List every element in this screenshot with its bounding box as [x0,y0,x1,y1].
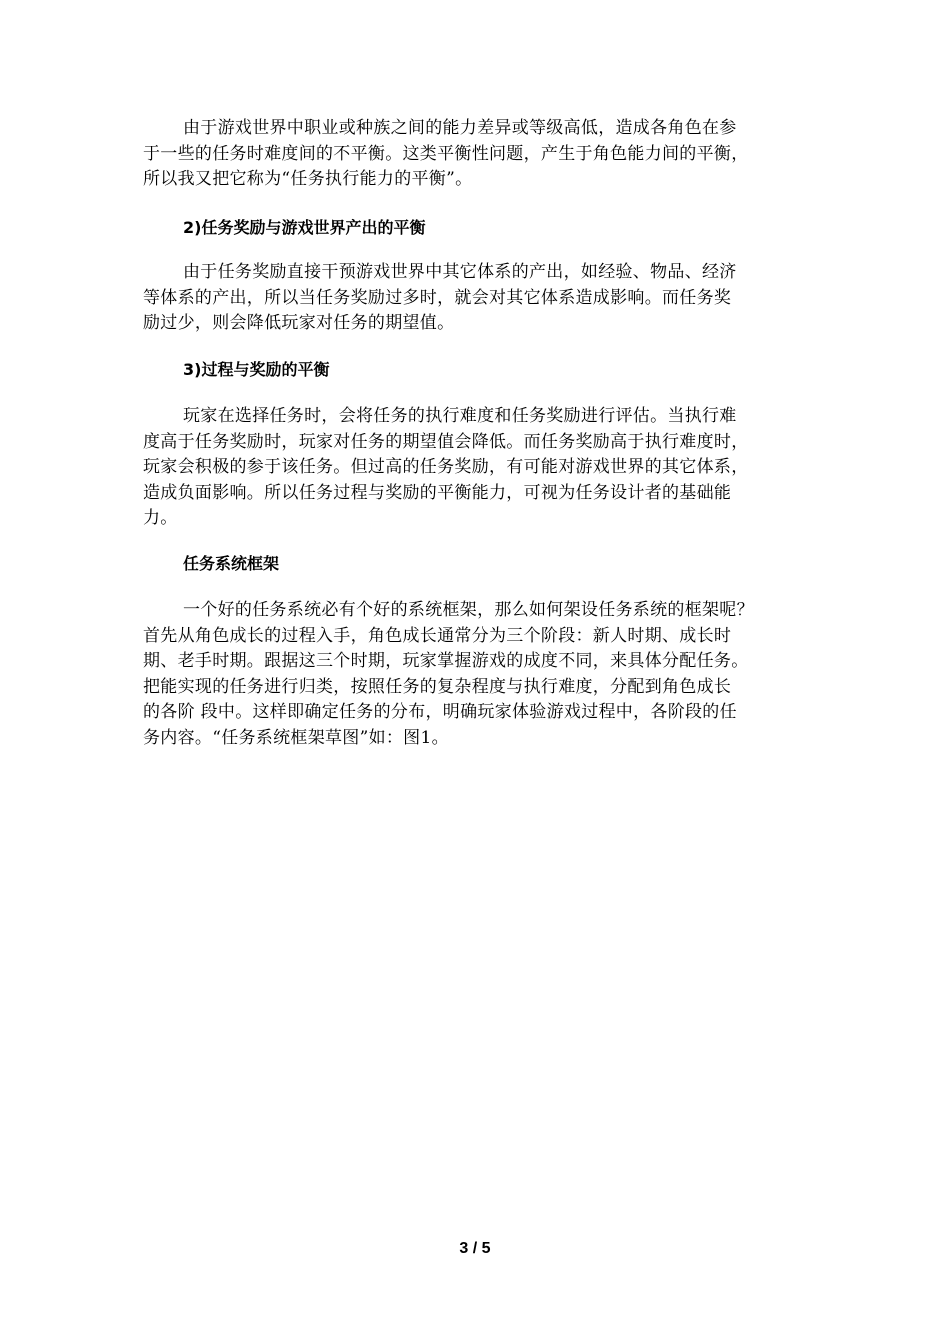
paragraph-line: 于一些的任务时难度间的不平衡。这类平衡性问题，产生于角色能力间的平衡， [143,143,749,164]
paragraph-line: 所以我又把它称为“任务执行能力的平衡”。 [143,169,473,189]
paragraph-line: 首先从角色成长的过程入手，角色成长通常分为三个阶段：新人时期、成长时 [143,625,732,646]
paragraph-process-reward [143,404,813,532]
paragraph-line: 等体系的产出，所以当任务奖励过多时，就会对其它体系造成影响。而任务奖 [143,287,732,308]
paragraph-line: 玩家会积极的参于该任务。但过高的任务奖励，有可能对游戏世界的其它体系， [143,457,749,477]
paragraph-line: 度高于任务奖励时，玩家对任务的期望值会降低。而任务奖励高于执行难度时， [143,431,749,452]
paragraph-line: 务内容。“任务系统框架草图”如：图1。 [143,727,449,748]
paragraph-line: 期、老手时期。跟据这三个时期，玩家掌握游戏的成度不同，来具体分配任务。 [143,651,749,671]
paragraph-line: 造成负面影响。所以任务过程与奖励的平衡能力，可视为任务设计者的基础能 [143,482,732,503]
paragraph-line: 由于游戏世界中职业或种族之间的能力差异或等级高低，造成各角色在参 [183,118,737,138]
paragraph-line: 励过少，则会降低玩家对任务的期望值。 [143,313,455,333]
paragraph-task-framework [143,598,813,751]
paragraph-ability-balance [143,116,813,193]
page-number: 3 / 5 [459,1240,491,1257]
section-heading-reward-output-balance: 2)任务奖励与游戏世界产出的平衡 [183,218,426,237]
paragraph-line: 力。 [143,508,178,528]
paragraph-line: 由于任务奖励直接干预游戏世界中其它体系的产出，如经验、物品、经济 [183,262,737,282]
paragraph-reward-output [143,260,813,337]
section-heading-task-system-framework: 任务系统框架 [183,554,280,573]
paragraph-line: 玩家在选择任务时，会将任务的执行难度和任务奖励进行评估。当执行难 [183,406,737,426]
section-heading-process-reward-balance: 3)过程与奖励的平衡 [183,360,330,379]
paragraph-line: 一个好的任务系统必有个好的系统框架，那么如何架设任务系统的框架呢？ [183,600,754,620]
paragraph-line: 把能实现的任务进行归类，按照任务的复杂程度与执行难度，分配到角色成长 [143,676,732,697]
paragraph-line: 的各阶 段中。这样即确定任务的分布，明确玩家体验游戏过程中，各阶段的任 [143,702,737,722]
